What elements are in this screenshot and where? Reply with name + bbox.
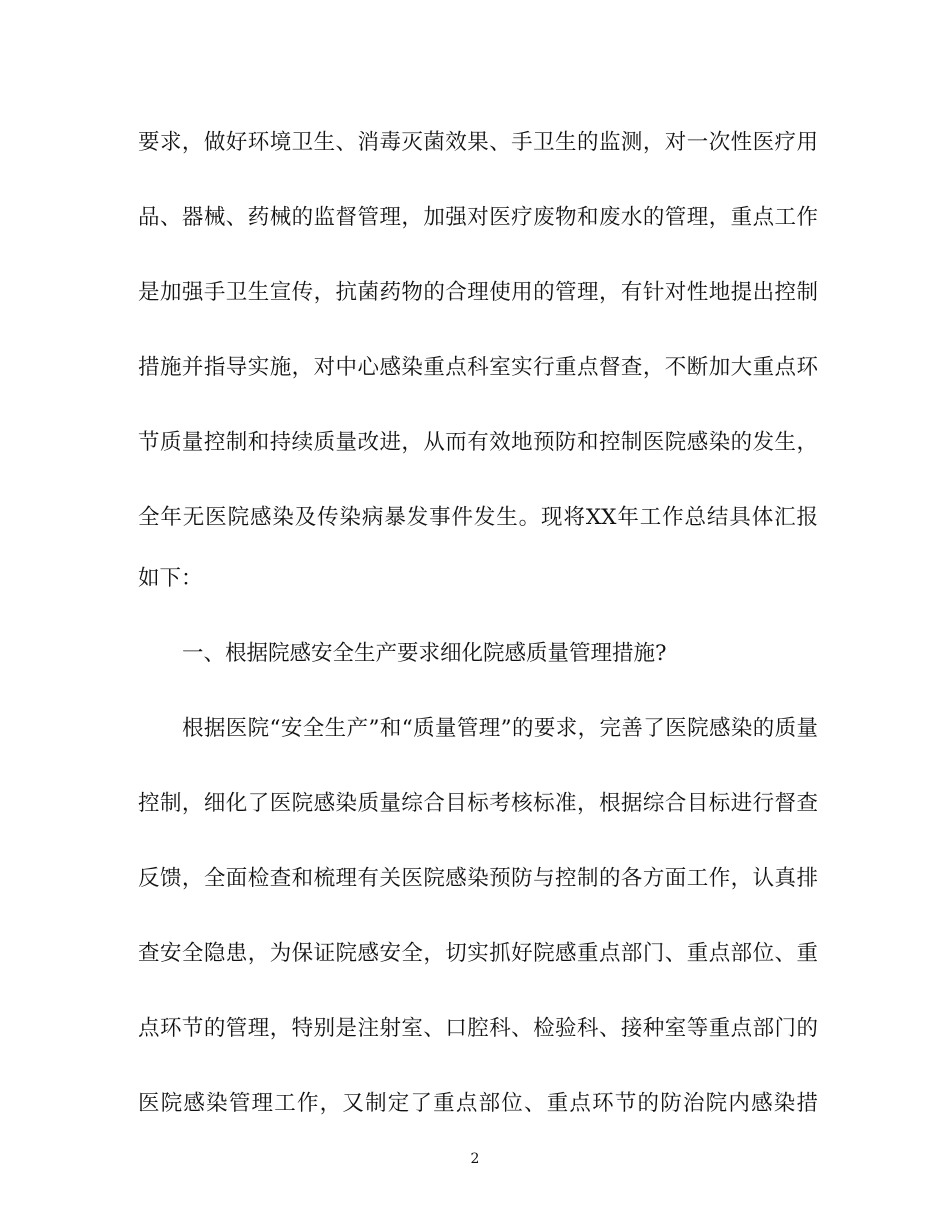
body-text-line: 点环节的管理，特别是注射室、口腔科、检验科、接种室等重点部门的 (138, 1016, 818, 1041)
body-text-line: 要求，做好环境卫生、消毒灭菌效果、手卫生的监测，对一次性医疗用 (138, 130, 818, 155)
body-text-line: 品、器械、药械的监督管理，加强对医疗废物和废水的管理，重点工作 (138, 205, 818, 230)
paragraph-first-line: 根据医院“安全生产”和“质量管理”的要求，完善了医院感染的质量 (182, 716, 818, 741)
body-text-line: 医院感染管理工作，又制定了重点部位、重点环节的防治院内感染措 (138, 1091, 818, 1116)
body-text-line: 反馈，全面检查和梳理有关医院感染预防与控制的各方面工作，认真排 (138, 866, 818, 891)
page-number: 2 (470, 1151, 480, 1167)
body-text-line: 节质量控制和持续质量改进，从而有效地预防和控制医院感染的发生， (138, 430, 818, 455)
body-text-line: 查安全隐患，为保证院感安全，切实抓好院感重点部门、重点部位、重 (138, 941, 818, 966)
body-text-line: 是加强手卫生宣传，抗菌药物的合理使用的管理，有针对性地提出控制 (138, 280, 818, 305)
section-heading: 一、根据院感安全生产要求细化院感质量管理措施? (182, 641, 667, 666)
body-text-line: 如下： (138, 566, 203, 591)
body-text-line: 全年无医院感染及传染病暴发事件发生。现将XX年工作总结具体汇报 (138, 505, 818, 530)
body-text-line: 措施并指导实施，对中心感染重点科室实行重点督查，不断加大重点环 (138, 355, 818, 380)
body-text-line: 控制，细化了医院感染质量综合目标考核标准，根据综合目标进行督查 (138, 791, 818, 816)
